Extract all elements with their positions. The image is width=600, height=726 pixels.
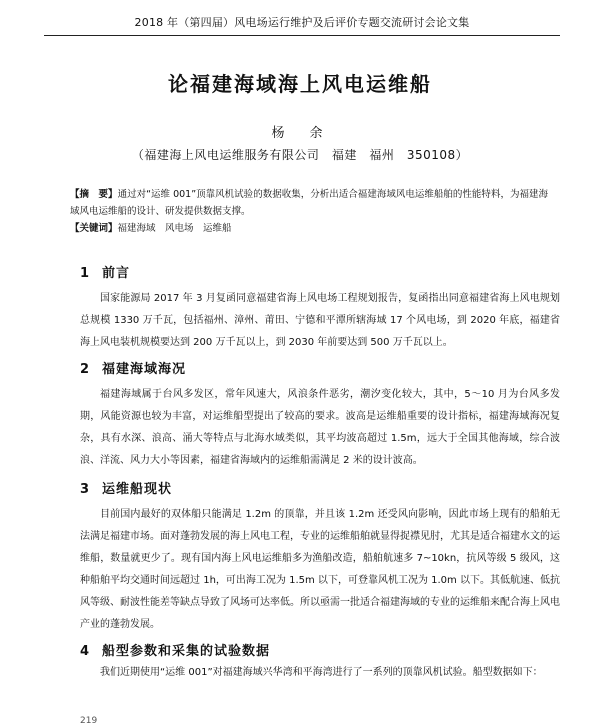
abstract-body: 通过对“运维 001”顶靠风机试验的数据收集，分析出适合福建海域风电运维船舶的性能特料，为福建海域风电运维船的设计、研发提供数据支撑。 (70, 189, 548, 217)
section-title: 福建海域海况 (102, 362, 187, 377)
author-name: 杨 余 (271, 126, 329, 141)
section-heading-1 (80, 262, 130, 281)
abstract-label: 【摘 要】 (70, 189, 118, 200)
keywords-line (70, 220, 548, 237)
keywords-label: 【关键词】 (70, 223, 118, 234)
section-heading-2 (80, 358, 186, 377)
section-number: 3 (80, 482, 91, 497)
section-4-paragraph: 我们近期使用“运维 001”对福建海域兴华湾和平海湾进行了一系列的顶靠风机试验。船型数据如下： (100, 667, 543, 678)
page-number: 219 (80, 716, 98, 726)
abstract-block (70, 186, 548, 237)
section-2-paragraph: 福建海域属于台风多发区，常年风速大，风浪条件恶劣，潮汐变化较大，其中，5～10 月为台风多发期，风能资源也较为丰富，对运维船型提出了较高的要求。波高是运维船重要的设计指标，福建海域海况复杂，具有水深、浪高、涌大等特点与北海水域类似，其平均波高超过 1.5m，远大于全国其他海域，综合波浪、洋流、风力大小等因素，福建省海域内的运维船需满足 2 米的设计波高。 (80, 389, 560, 466)
author-affiliation: （福建海上风电运维服务有限公司 福建 福州 350108） (131, 148, 469, 162)
section-number: 2 (80, 362, 91, 377)
section-title: 船型参数和采集的试验数据 (102, 644, 271, 659)
section-number: 4 (80, 644, 91, 659)
section-1-paragraph: 国家能源局 2017 年 3 月复函同意福建省海上风电场工程规划报告，复函指出同意福建省海上风电规划总规模 1330 万千瓦，包括福州、漳州、莆田、宁德和平潭所辖海域 17 个风电场，到 2020 年底，福建省海上风电装机规模要达到 200 万千瓦以上，到 2030 年前要达到 500 万千瓦以上。 (80, 293, 560, 348)
abstract-text (70, 186, 548, 220)
section-heading-3 (80, 478, 172, 497)
section-heading-4 (80, 640, 270, 659)
section-3-paragraph: 目前国内最好的双体船只能满足 1.2m 的顶靠，并且该 1.2m 还受风向影响，因此市场上现有的船舶无法满足福建市场。面对蓬勃发展的海上风电工程，专业的运维船舶就显得捉襟见肘，尤其是适合福建水文的运维船，数量就更少了。现有国内海上风电运维船多为渔船改造，船舶航速多 7~10kn，抗风等级 5 级风，这种船舶平均交通时间远超过 1h，可出海工况为 1.5m 以下，可登靠风机工况为 1.0m 以下。其低航速、低抗风等级、耐波性能差等缺点导致了风场可达率低。所以亟需一批适合福建海域的专业的运维船来配合海上风电产业的蓬勃发展。 (80, 509, 560, 630)
section-title: 运维船现状 (102, 482, 173, 497)
section-number: 1 (80, 266, 91, 281)
keywords-list: 福建海域 风电场 运维船 (117, 223, 232, 234)
paper-title: 论福建海域海上风电运维船 (168, 72, 432, 96)
section-title: 前言 (102, 266, 131, 281)
running-header: 2018 年（第四届）风电场运行维护及后评价专题交流研讨会论文集 (44, 14, 560, 36)
